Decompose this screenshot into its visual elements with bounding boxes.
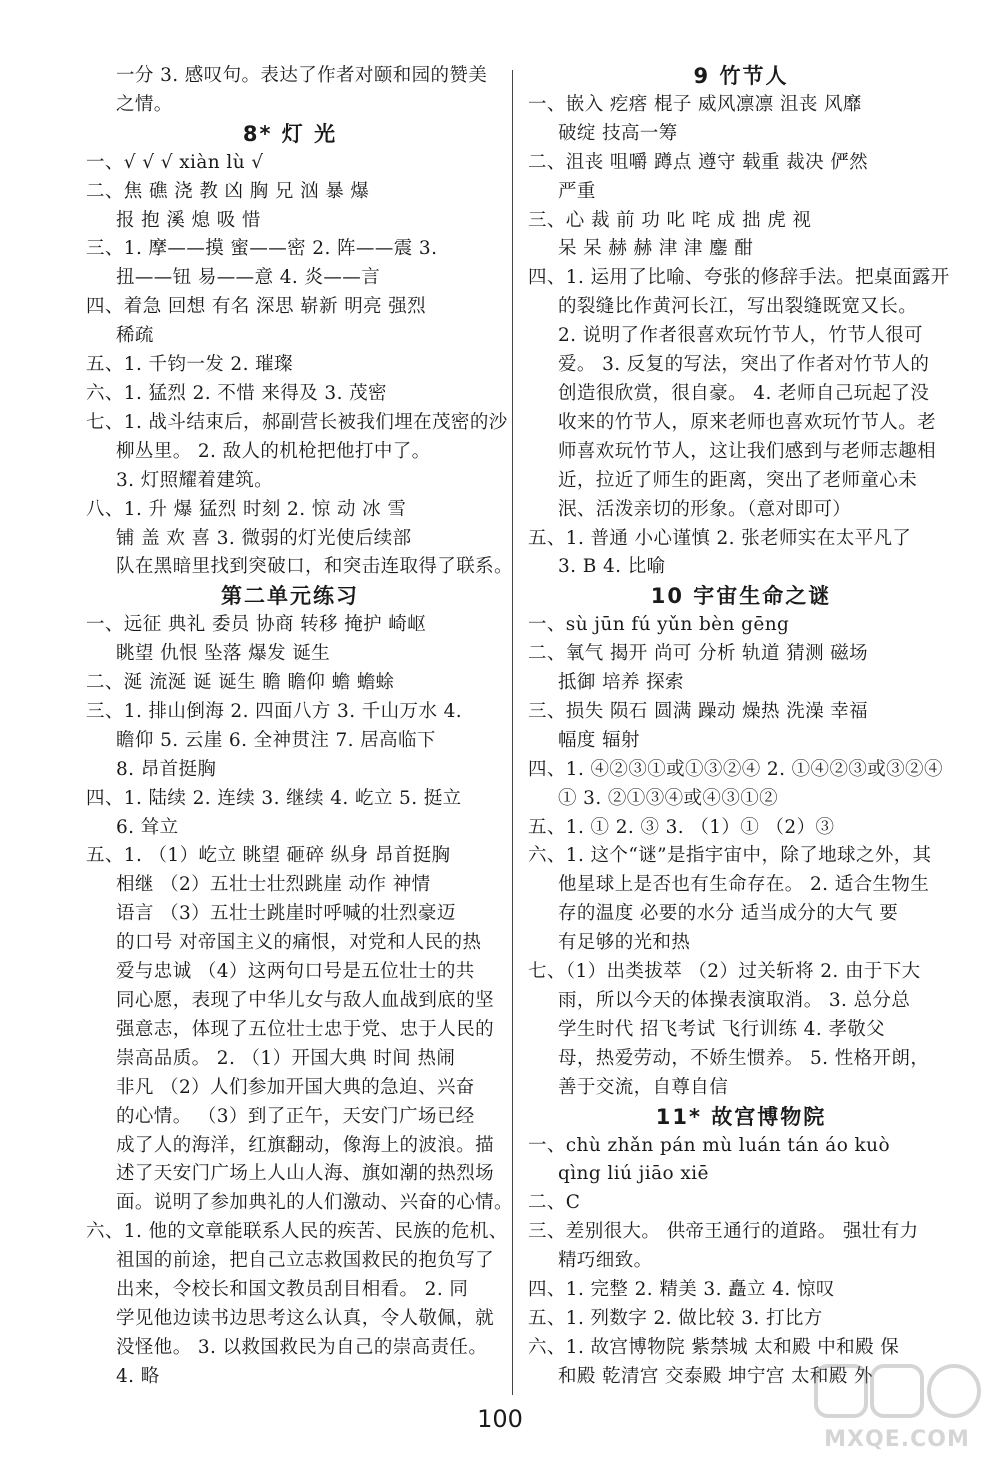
answer-line: 的口号 对帝国主义的痛恨，对党和人民的热 [116, 932, 482, 954]
answer-line: 有足够的光和热 [558, 932, 691, 954]
answer-line: 母，热爱劳动，不娇生惯养。 5. 性格开朗， [558, 1047, 930, 1069]
answer-line: 眺望 仇恨 坠落 爆发 诞生 [116, 643, 331, 665]
answer-line: 精巧细致。 [558, 1250, 653, 1272]
page-number: 100 [477, 1405, 523, 1433]
column-divider [512, 70, 513, 1395]
answer-line: 6. 耸立 [116, 816, 179, 838]
answer-line: 的裂缝比作黄河长江，写出裂缝既宽又长。 [558, 296, 918, 318]
right-column [528, 62, 954, 1392]
answer-line: 8. 昂首挺胸 [116, 758, 217, 780]
section-heading: 8* 灯 光 [242, 121, 338, 146]
answer-line: 破绽 技高一筹 [558, 122, 678, 144]
section-heading: 10 宇宙生命之谜 [650, 584, 832, 609]
answer-line: 稀疏 [116, 325, 154, 347]
answer-line: 七、（1）出类拔萃 （2）过关斩将 2. 由于下大 [528, 961, 921, 983]
answer-line: 二、氧气 揭开 尚可 分析 轨道 猜测 磁场 [528, 643, 869, 665]
answer-line: 存的温度 必要的水分 适当成分的大气 要 [558, 903, 899, 925]
answer-line: 铺 盖 欢 喜 3. 微弱的灯光使后续部 [116, 527, 412, 549]
answer-line: 成了人的海洋，红旗翻动，像海上的波浪。描 [116, 1134, 495, 1156]
answer-line: 泯、活泼亲切的形象。（意对即可） [558, 498, 852, 520]
answer-line: 幅度 辐射 [558, 729, 640, 751]
answer-line: 五、1. （1）屹立 眺望 砸碎 纵身 昂首挺胸 [86, 845, 451, 867]
answer-line: 八、1. 升 爆 猛烈 时刻 2. 惊 动 冰 雪 [86, 498, 407, 520]
answer-line: 一、√ √ √ xiàn lù √ [86, 151, 264, 173]
answer-line: 语言 （3）五壮士跳崖时呼喊的壮烈豪迈 [116, 903, 456, 925]
answer-line: 学生时代 招飞考试 飞行训练 4. 孝敬父 [558, 1018, 886, 1040]
answer-line: 扭——钮 易——意 4. 炎——言 [116, 267, 381, 289]
left-column [86, 62, 513, 1392]
answer-line: 师喜欢玩竹节人，这让我们感到与老师志趣相 [558, 440, 937, 462]
answer-line: 的心情。 （3）到了正午，天安门广场已经 [116, 1105, 475, 1127]
answer-line: 爱与忠诚 （4）这两句口号是五位壮士的共 [116, 961, 475, 983]
answer-line: 面。说明了参加典礼的人们激动、兴奋的心情。 [116, 1192, 513, 1214]
answer-line: 五、1. 列数字 2. 做比较 3. 打比方 [528, 1307, 823, 1329]
answer-line: 祖国的前途，把自己立志救国救民的抱负写了 [116, 1250, 495, 1272]
answer-line: 三、心 裁 前 功 叱 咤 成 拙 虎 视 [528, 209, 812, 231]
answer-line: 三、差别很大。 供帝王通行的道路。 强壮有力 [528, 1221, 919, 1243]
watermark-logo [808, 1360, 986, 1452]
answer-line: 之情。 [116, 93, 173, 115]
answer-line: 和殿 乾清宫 交泰殿 坤宁宫 太和殿 外 [558, 1365, 873, 1387]
answer-line: 五、1. 千钧一发 2. 璀璨 [86, 354, 293, 376]
answer-line: 六、1. 这个“谜”是指宇宙中，除了地球之外，其 [528, 845, 932, 867]
section-heading: 11* 故宫博物院 [655, 1104, 827, 1129]
answer-line: ① 3. ②①③④或④③①② [558, 787, 779, 809]
answer-line: 相继 （2）五壮士壮烈跳崖 动作 神情 [116, 874, 431, 896]
answer-line: 四、1. ④②③①或①③②④ 2. ①④②③或③②④ [528, 758, 943, 780]
answer-line: 一、嵌入 疙瘩 棍子 威风凛凛 沮丧 风靡 [528, 93, 862, 115]
answer-line: 雨，所以今天的体操表演取消。 3. 总分总 [558, 990, 911, 1011]
answer-line: 学见他边读书边思考这么认真，令人敬佩，就 [116, 1307, 495, 1329]
answer-line: 创造很欣赏，很自豪。 4. 老师自己玩起了没 [558, 382, 930, 404]
answer-line: qìng liú jiāo xiē [558, 1163, 709, 1185]
answer-line: 一、远征 典礼 委员 协商 转移 掩护 崎岖 [86, 614, 427, 636]
answer-line: 六、1. 故宫博物院 紫禁城 太和殿 中和殿 保 [528, 1336, 900, 1358]
answer-line: 一、sù jūn fú yǔn bèn gēng [528, 614, 790, 636]
answer-line: 三、1. 摩——摸 蜜——密 2. 阵——震 3. [86, 238, 438, 260]
answer-line: 四、1. 运用了比喻、夸张的修辞手法。把桌面露开 [528, 267, 950, 289]
answer-line: 3. 灯照耀着建筑。 [116, 469, 274, 491]
answer-line: 2. 说明了作者很喜欢玩竹节人，竹节人很可 [558, 325, 923, 347]
section-heading: 9 竹节人 [693, 64, 789, 88]
answer-line: 四、1. 陆续 2. 连续 3. 继续 4. 屹立 5. 挺立 [86, 787, 462, 809]
answer-line: 呆 呆 赫 赫 津 津 鏖 酣 [558, 238, 754, 260]
answer-line: 六、1. 他的文章能联系人民的疾苦、民族的危机、 [86, 1221, 508, 1243]
answer-line: 近，拉近了师生的距离，突出了老师童心未 [558, 469, 918, 491]
answer-line: 三、1. 排山倒海 2. 四面八方 3. 千山万水 4. [86, 700, 463, 722]
answer-line: 收来的竹节人，原来老师也喜欢玩竹节人。老 [558, 411, 937, 433]
answer-line: 二、涎 流涎 诞 诞生 瞻 瞻仰 蟾 蟾蜍 [86, 672, 395, 694]
answer-line: 三、损失 陨石 圆满 躁动 燥热 洗澡 幸福 [528, 700, 869, 722]
answer-line: 爱。 3. 反复的写法，突出了作者对竹节人的 [558, 354, 930, 376]
answer-line: 五、1. ① 2. ③ 3. （1）① （2）③ [528, 816, 835, 838]
watermark-stamp-icon [808, 1360, 986, 1430]
answer-line: 崇高品质。 2. （1）开国大典 时间 热闹 [116, 1047, 456, 1069]
answer-line: 他星球上是否也有生命存在。 2. 适合生物生 [558, 874, 930, 896]
answer-line: 抵御 培养 探索 [558, 672, 684, 694]
section-heading: 第二单元练习 [221, 584, 359, 609]
answer-line: 出来，令校长和国文教员刮目相看。 2. 同 [116, 1279, 469, 1301]
answer-line: 柳丛里。 2. 敌人的机枪把他打中了。 [116, 440, 431, 462]
answer-line: 瞻仰 5. 云崖 6. 全神贯注 7. 居高临下 [116, 729, 436, 751]
answer-line: 没怪他。 3. 以救国救民为自己的崇高责任。 [116, 1336, 488, 1358]
watermark-text: MXQE.COM [824, 1427, 970, 1452]
answer-line: 四、着急 回想 有名 深思 崭新 明亮 强烈 [86, 296, 427, 318]
answer-line: 二、沮丧 咀嚼 蹲点 遵守 载重 裁决 俨然 [528, 151, 869, 173]
answer-line: 一分 3. 感叹句。表达了作者对颐和园的赞美 [116, 65, 488, 86]
answer-line: 二、C [528, 1192, 581, 1214]
answer-line: 强意志，体现了五位壮士忠于党、忠于人民的 [116, 1018, 495, 1040]
answer-line: 七、1. 战斗结束后，郝副营长被我们埋在茂密的沙 [86, 411, 508, 433]
answer-line: 述了天安门广场上人山人海、旗如潮的热烈场 [116, 1163, 495, 1185]
answer-line: 四、1. 完整 2. 精美 3. 矗立 4. 惊叹 [528, 1279, 835, 1301]
answer-line: 非凡 （2）人们参加开国大典的急迫、兴奋 [116, 1076, 475, 1098]
answer-line: 六、1. 猛烈 2. 不惜 来得及 3. 茂密 [86, 382, 387, 404]
answer-line: 3. B 4. 比喻 [558, 556, 666, 578]
answer-line: 五、1. 普通 小心谨慎 2. 张老师实在太平凡了 [528, 527, 912, 549]
answer-line: 一、chù zhǎn pán mù luán tán áo kuò [528, 1134, 890, 1156]
answer-line: 报 抱 溪 熄 吸 惜 [116, 209, 261, 231]
answer-line: 队在黑暗里找到突破口，和突击连取得了联系。 [116, 556, 513, 578]
answer-line: 4. 略 [116, 1365, 160, 1387]
answer-line: 严重 [558, 180, 596, 202]
answer-line: 同心愿，表现了中华儿女与敌人血战到底的坚 [116, 990, 495, 1011]
answer-line: 善于交流，自尊自信 [558, 1076, 729, 1098]
answer-line: 二、焦 礁 浇 教 凶 胸 兄 汹 暴 爆 [86, 180, 370, 202]
